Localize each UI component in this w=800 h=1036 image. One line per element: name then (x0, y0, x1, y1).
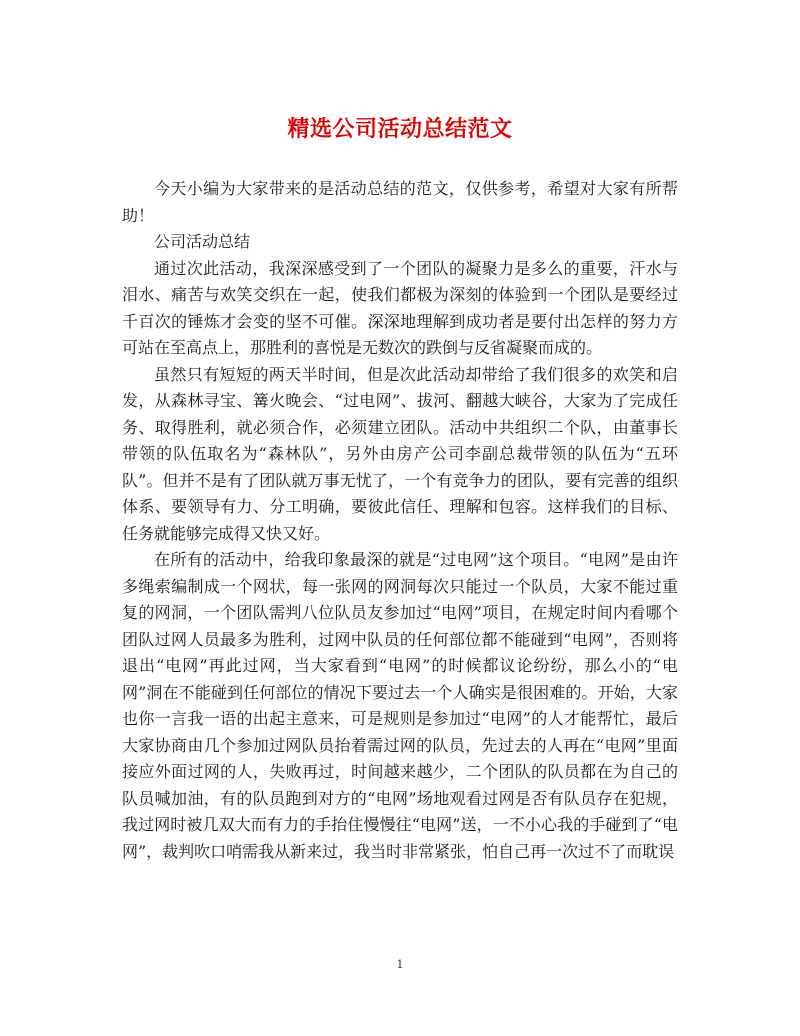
document-title: 精选公司活动总结范文 (287, 116, 513, 142)
intro-paragraph: 今天小编为大家带来的是活动总结的范文，仅供参考，希望对大家有所帮助！ (122, 179, 678, 225)
body-paragraph: 虽然只有短短的两天半时间，但是次此活动却带给了我们很多的欢笑和启发，从森林寻宝、篝火晚会、“过电网”、拔河、翻越大峡谷，大家为了完成任务、取得胜利，就必须合作，必须建立团队。活动中共组织二个队，由董事长带领的队伍取名为“森林队”，另外由房产公司李副总裁带领的队伍为“五环队”。但并不是有了团队就万事无忧了，一个有竞争力的团队，要有完善的组织体系、要领导有力、分工明确，要彼此信任、理解和包容。这样我们的目标、任务就能够完成得又快又好。 (122, 364, 678, 543)
section-heading: 公司活动总结 (154, 232, 251, 251)
body-paragraph: 在所有的活动中，给我印象最深的就是“过电网”这个项目。“电网”是由许多绳索编制成一个网状，每一张网的网洞每次只能过一个队员，大家不能过重复的网洞，一个团队需判八位队员友参加过“电网”项目，在规定时间内看哪个团队过网人员最多为胜利，过网中队员的任何部位都不能碰到“电网”，否则将退出“电网”再此过网，当大家看到“电网”的时候都议论纷纷，那么小的“电网”洞在不能碰到任何部位的情况下要过去一个人确实是很困难的。开始，大家也你一言我一语的出起主意来，可是规则是参加过“电网”的人才能帮忙，最后大家协商由几个参加过网队员抬着需过网的队员，先过去的人再在“电网”里面接应外面过网的人，失败再过，时间越来越少，二个团队的队员都在为自己的队员喊加油，有的队员跑到对方的“电网”场地观看过网是否有队员存在犯规，我过网时被几双大而有力的手抬住慢慢往“电网”送，一不小心我的手碰到了“电网”，裁判吹口哨需我从新来过，我当时非常紧张，怕自己再一次过不了而耽误 (122, 550, 678, 861)
page-number: 1 (396, 958, 404, 971)
document-body (122, 176, 678, 865)
body-paragraph: 通过次此活动，我深深感受到了一个团队的凝聚力是多么的重要，汗水与泪水、痛苦与欢笑交织在一起，使我们都极为深刻的体验到一个团队是要经过千百次的锤炼才会变的坚不可催。深深地理解到成功者是要付出怎样的努力方可站在至高点上，那胜利的喜悦是无数次的跌倒与反省凝聚而成的。 (122, 258, 678, 357)
